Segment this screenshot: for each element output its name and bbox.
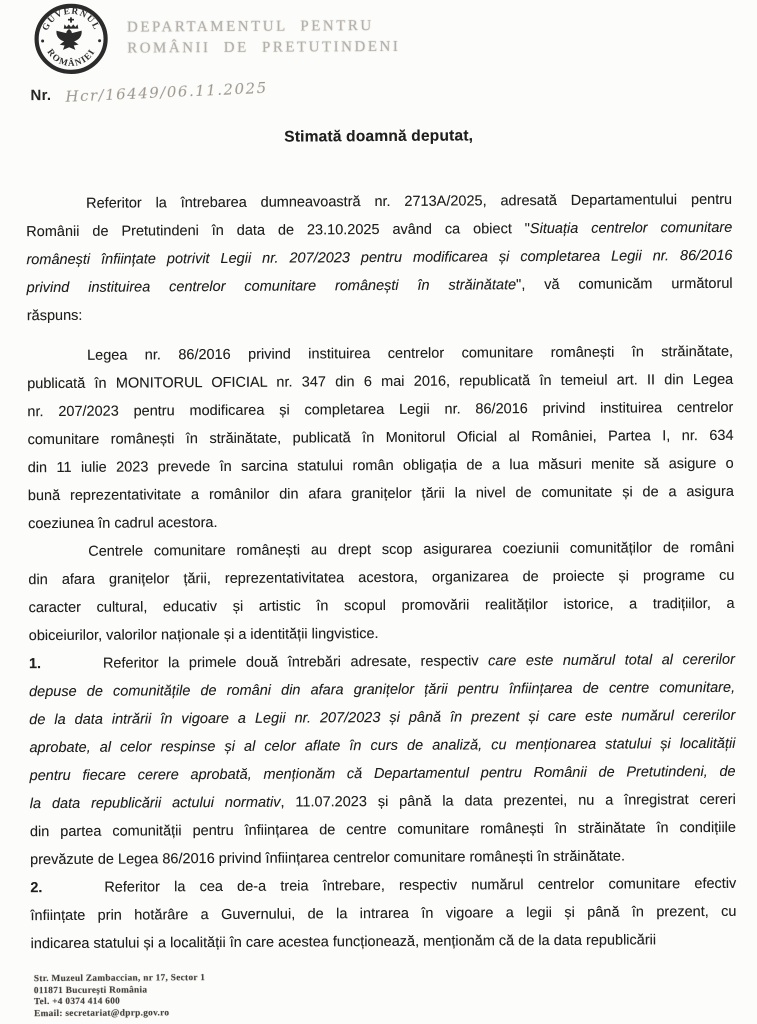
ref-number-handwritten: Hcr/16449/06.11.2025 <box>65 78 269 106</box>
letter-body <box>26 186 737 958</box>
government-seal-icon <box>27 3 115 76</box>
text-line <box>30 758 736 790</box>
text-line <box>29 618 735 650</box>
text-line <box>26 186 732 218</box>
text-run: bună reprezentativitate a românilor din afara granițelor țării la nivel de comunitate și de a asigura <box>27 483 734 505</box>
text-run: depuse de comunitățile de români din afara granițelor țării pentru înființarea de centre comunitare, <box>29 679 736 701</box>
department-name-line1: DEPARTAMENTUL PENTRU <box>126 18 374 36</box>
text-line <box>28 534 734 566</box>
text-run: caracter cultural, educativ și artistic în scopul promovării realităților istorice, a tradițiilor, a <box>28 595 735 617</box>
text-run: de la data intrării în vigoare a Legii nr. 207/2023 și până în prezent și care este numărul cererilor <box>29 707 736 729</box>
text-line <box>31 926 737 958</box>
text-line <box>28 450 734 482</box>
text-run: coeziunea în cadrul acestora. <box>28 514 218 533</box>
item-number: 2. <box>30 880 43 897</box>
text-run: indicarea statului și a localității în care acestea funcționează, menționăm că de la data republicării <box>30 932 657 953</box>
text-run: pentru fiecare cerere aprobată, menționăm că Departamentul pentru Românii de Pretutindeni, de <box>29 763 736 785</box>
text-line <box>27 366 733 398</box>
text-line <box>29 646 735 678</box>
registration-number-line <box>30 78 269 106</box>
text-line <box>29 730 735 762</box>
paragraph <box>29 646 736 874</box>
letterhead <box>27 1 401 75</box>
seal-top-text: GUVERNUL <box>39 5 103 32</box>
text-run: Românii de Pretutindeni în data de 23.10.2025 având ca obiect " <box>26 221 530 241</box>
paragraph <box>30 870 736 958</box>
text-line <box>26 214 732 246</box>
footer-line: Str. Muzeul Zambaccian, nr 17, Sector 1 <box>33 973 206 985</box>
text-line <box>27 270 733 302</box>
text-run: aprobate, al celor respinse și al celor aflate în curs de analiză, cu menționarea statului și localității <box>29 735 736 757</box>
text-line <box>29 702 735 734</box>
ref-number-label: Nr. <box>30 86 52 105</box>
text-line <box>30 842 736 874</box>
text-run: Centrele comunitare românești au drept scop asigurarea coeziunii comunităților de români <box>88 539 735 560</box>
department-name-line2: ROMÂNII DE PRETUTINDENI <box>127 38 401 57</box>
text-run: ", vă comunicăm următorul <box>516 275 733 294</box>
text-run: , 11.07.2023 și până la data prezentei, nu a înregistrat cereri <box>280 791 736 811</box>
seal-bottom-text: ROMÂNIEI <box>45 46 97 69</box>
text-run: din 11 iulie 2023 prevede în sarcina statului român obligația de a lua măsuri menite să asigure o <box>27 455 734 477</box>
text-run: din afara granițelor țării, reprezentativitatea acestora, organizarea de proiecte și programe cu <box>28 567 735 589</box>
text-run: Situația centrelor comunitare <box>529 219 733 238</box>
text-line <box>30 786 736 818</box>
text-run: Legea nr. 86/2016 privind instituirea centrelor comunitare românești în străinătate, <box>86 343 734 364</box>
text-line <box>26 242 732 274</box>
text-line <box>29 674 735 706</box>
text-line <box>28 478 734 510</box>
text-line <box>27 338 733 370</box>
text-line <box>27 394 733 426</box>
text-line <box>28 506 734 538</box>
text-run: Referitor la primele două întrebări adresate, respectiv <box>102 653 489 672</box>
paragraph <box>26 186 733 330</box>
text-run: publicată în MONITORUL OFICIAL nr. 347 din 6 mai 2016, republicată în temeiul art. II din Legea <box>27 371 734 393</box>
text-run: care este numărul total al cererilor <box>488 651 735 670</box>
text-line <box>30 870 736 902</box>
paragraph <box>27 338 734 538</box>
item-number: 1. <box>28 656 42 673</box>
text-line <box>28 590 734 622</box>
text-line <box>30 898 736 930</box>
text-run: înființate prin hotărâre a Guvernului, de la intrarea în vigoare a legii și până în prezent, cu <box>30 903 737 925</box>
text-run: comunitare românești în străinătate, publicată în Monitorul Oficial al României, Partea I, nr. 634 <box>27 427 734 449</box>
letter-footer <box>34 973 206 1020</box>
footer-line: Tel. +4 0374 414 600 <box>33 996 121 1008</box>
department-name <box>127 16 400 60</box>
text-run: nr. 207/2023 pentru modificarea și completarea Legii nr. 86/2016 privind instituirea centrelor <box>27 399 734 421</box>
paragraph <box>28 534 735 650</box>
text-run: prevăzute de Legea 86/2016 privind înființarea centrelor comunitare românești în străinătate. <box>30 848 626 869</box>
text-run: la data republicării actului normativ <box>29 794 281 813</box>
text-run: Referitor la întrebarea dumneavoastră nr. 2713A/2025, adresată Departamentului pentru <box>86 191 733 212</box>
text-run: din partea comunității pentru înființarea de centre comunitare românești în străinătate în condițiile <box>29 819 736 841</box>
text-run: românești înființate potrivit Legii nr. 207/2023 pentru modificarea și completarea Legii nr. 86/2016 <box>26 247 733 269</box>
coat-of-arms-eagle-icon <box>56 17 82 50</box>
text-run: privind instituirea centrelor comunitare românești în străinătate <box>26 277 517 297</box>
text-line <box>30 814 736 846</box>
footer-line: Email: secretariat@dprp.gov.ro <box>34 1008 170 1019</box>
text-run: răspuns: <box>26 307 83 325</box>
text-line <box>27 422 733 454</box>
salutation: Stimată doamnă deputat, <box>284 127 474 146</box>
text-run: obiceiurilor, valorilor naționale și a identității lingvistice. <box>28 626 379 645</box>
text-run: Referitor la cea de-a treia întrebare, respectiv numărul centrelor comunitare efectiv <box>104 875 737 896</box>
text-line <box>27 298 733 330</box>
text-line <box>28 562 734 594</box>
footer-line: 011871 București România <box>33 985 148 996</box>
